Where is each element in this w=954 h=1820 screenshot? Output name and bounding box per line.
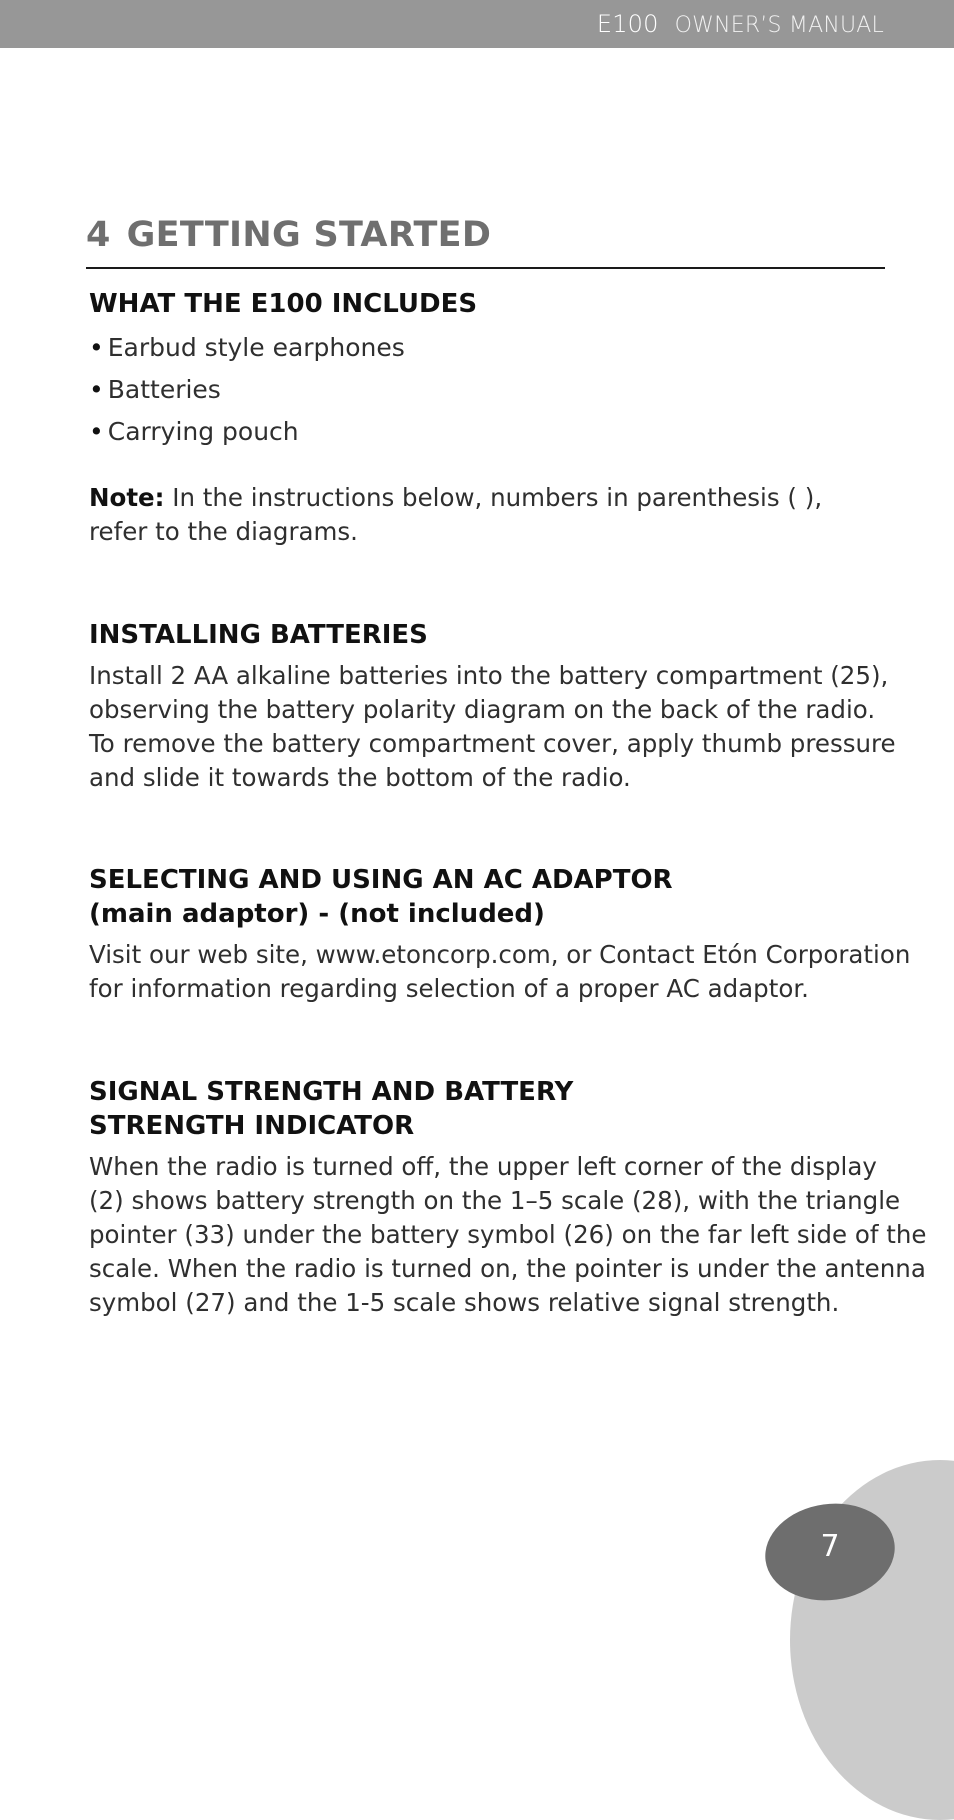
paragraph-line: When the radio is turned off, the upper left corner of the display [89, 1152, 877, 1181]
includes-heading: WHAT THE E100 INCLUDES [89, 289, 478, 319]
list-item [89, 327, 405, 369]
list-item-text: Earbud style earphones [107, 333, 405, 362]
signal-paragraph [89, 1150, 926, 1320]
paragraph-line: Visit our web site, www.etoncorp.com, or Contact Etón Corporation [89, 940, 911, 969]
header-manual-label: OWNER’S MANUAL [674, 13, 884, 38]
paragraph-line: symbol (27) and the 1-5 scale shows relative signal strength. [89, 1288, 840, 1317]
bullet-icon: • [89, 417, 104, 446]
signal-heading [89, 1075, 573, 1143]
header-model: E100 [596, 10, 659, 38]
note-line-1 [89, 481, 822, 515]
paragraph-line: To remove the battery compartment cover, apply thumb pressure [89, 729, 896, 758]
paragraph-line: (2) shows battery strength on the 1–5 scale (28), with the triangle [89, 1186, 901, 1215]
note-line-2: refer to the diagrams. [89, 517, 358, 546]
chapter-title [86, 215, 491, 255]
header-title [597, 10, 884, 38]
list-item-text: Batteries [107, 375, 221, 404]
paragraph-line: for information regarding selection of a proper AC adaptor. [89, 974, 809, 1003]
paragraph-line: and slide it towards the bottom of the radio. [89, 763, 631, 792]
header-bar [0, 0, 954, 48]
paragraph-line: pointer (33) under the battery symbol (26) on the far left side of the [89, 1220, 927, 1249]
list-item-text: Carrying pouch [107, 417, 299, 446]
note-paragraph [89, 481, 822, 549]
note-label: Note: [89, 483, 165, 512]
signal-heading-line-2: STRENGTH INDICATOR [89, 1111, 415, 1141]
paragraph-line: observing the battery polarity diagram on the back of the radio. [89, 695, 876, 724]
chapter-number: 4 [86, 215, 111, 255]
paragraph-line: Install 2 AA alkaline batteries into the battery compartment (25), [89, 661, 889, 690]
paragraph-line: scale. When the radio is turned on, the pointer is under the antenna [89, 1254, 926, 1283]
signal-heading-line-1: SIGNAL STRENGTH AND BATTERY [89, 1077, 574, 1107]
bullet-icon: • [89, 333, 104, 362]
bullet-icon: • [89, 375, 104, 404]
adaptor-paragraph [89, 938, 910, 1006]
page-number: 7 [820, 1529, 840, 1564]
list-item [89, 411, 405, 453]
chapter-divider [86, 267, 885, 269]
batteries-paragraph [89, 659, 896, 795]
note-text-1: In the instructions below, numbers in parenthesis ( ), [164, 483, 823, 512]
adaptor-heading-line-2: (main adaptor) - (not included) [89, 899, 545, 929]
adaptor-heading [89, 863, 673, 931]
chapter-title-text: GETTING STARTED [126, 215, 492, 255]
batteries-heading: INSTALLING BATTERIES [89, 620, 428, 650]
includes-list [89, 327, 405, 453]
adaptor-heading-line-1: SELECTING AND USING AN AC ADAPTOR [89, 865, 673, 895]
list-item [89, 369, 405, 411]
